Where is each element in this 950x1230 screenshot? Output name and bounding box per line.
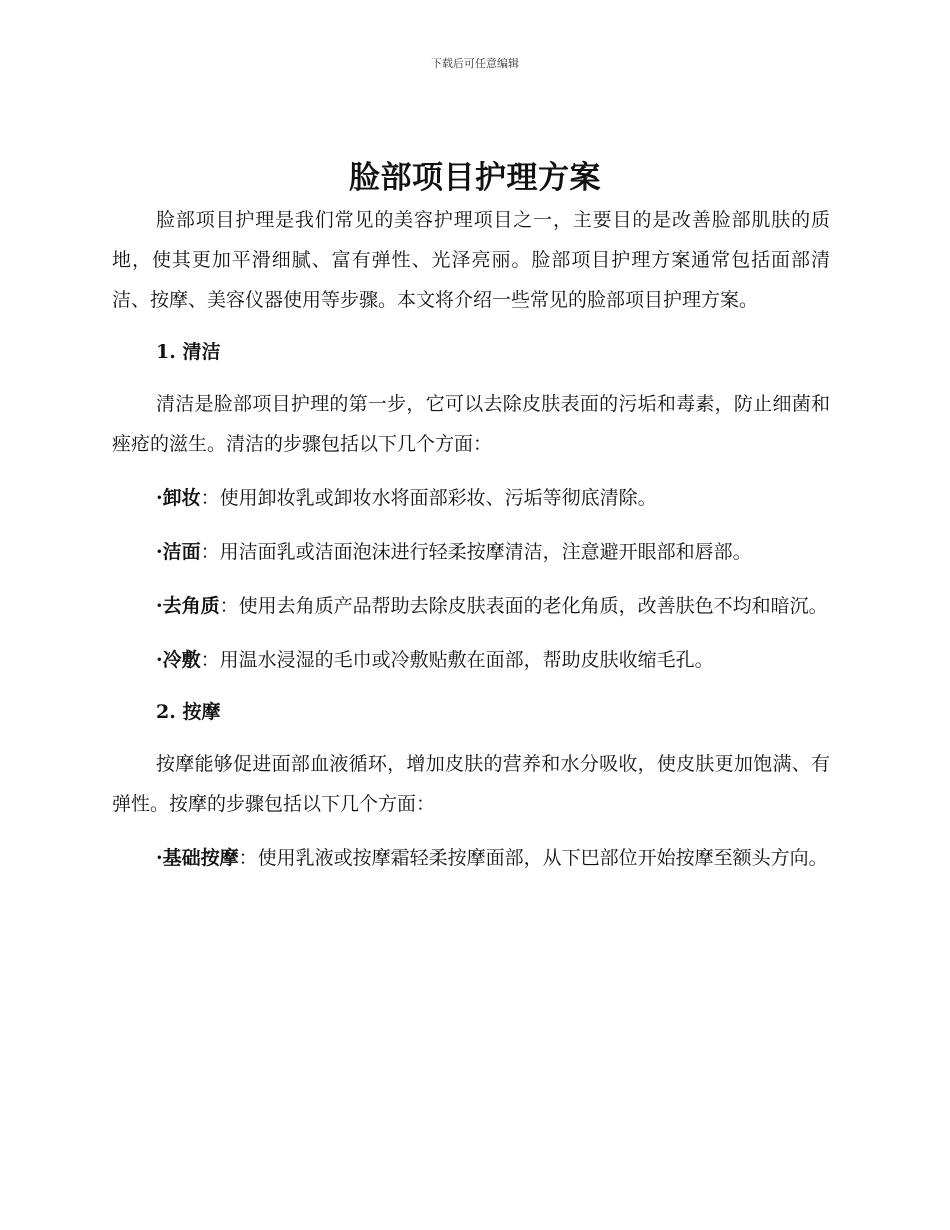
item-sep: ： [200,487,220,509]
section-desc-cleaning: 清洁是脸部项目护理的第一步，它可以去除皮肤表面的污垢和毒素，防止细菌和痤疮的滋生。清洁的步骤包括以下几个方面： [112,393,830,455]
item-text: 使用卸妆乳或卸妆水将面部彩妆、污垢等彻底清除。 [219,487,657,509]
item-term: 卸妆 [162,487,201,509]
document-body [112,200,830,878]
list-item [112,532,830,572]
intro-paragraph: 脸部项目护理是我们常见的美容护理项目之一，主要目的是改善脸部肌肤的质地，使其更加平滑细腻、富有弹性、光泽亮丽。脸部项目护理方案通常包括面部清洁、按摩、美容仪器使用等步骤。本文将介绍一些常见的脸部项目护理方案。 [112,209,830,311]
item-text: 用洁面乳或洁面泡沫进行轻柔按摩清洁，注意避开眼部和唇部。 [219,541,752,563]
bullet-dot: · [156,847,163,869]
item-sep: ： [219,595,239,617]
list-item [112,478,830,518]
header-note: 下载后可任意编辑 [431,57,519,70]
bullet-dot: · [156,595,163,617]
bullet-dot: · [156,649,163,671]
section-heading-massage: 2. 按摩 [156,701,221,723]
list-item [112,586,830,626]
bullet-dot: · [156,541,163,563]
list-item [112,838,830,878]
item-sep: ： [238,847,258,869]
bullet-dot: · [156,487,163,509]
item-term: 去角质 [162,595,220,617]
item-text: 使用去角质产品帮助去除皮肤表面的老化角质，改善肤色不均和暗沉。 [238,595,828,617]
section-heading-cleaning: 1. 清洁 [156,341,221,363]
item-sep: ： [200,649,220,671]
item-term: 洁面 [162,541,201,563]
section-desc-massage: 按摩能够促进面部血液循环，增加皮肤的营养和水分吸收，使皮肤更加饱满、有弹性。按摩的步骤包括以下几个方面： [112,753,830,815]
item-text: 使用乳液或按摩霜轻柔按摩面部，从下巴部位开始按摩至额头方向。 [257,847,828,869]
document-title: 脸部项目护理方案 [349,160,601,196]
item-text: 用温水浸湿的毛巾或冷敷贴敷在面部，帮助皮肤收缩毛孔。 [219,649,714,671]
item-sep: ： [200,541,220,563]
item-term: 基础按摩 [162,847,239,869]
list-item [112,640,830,680]
item-term: 冷敷 [162,649,201,671]
